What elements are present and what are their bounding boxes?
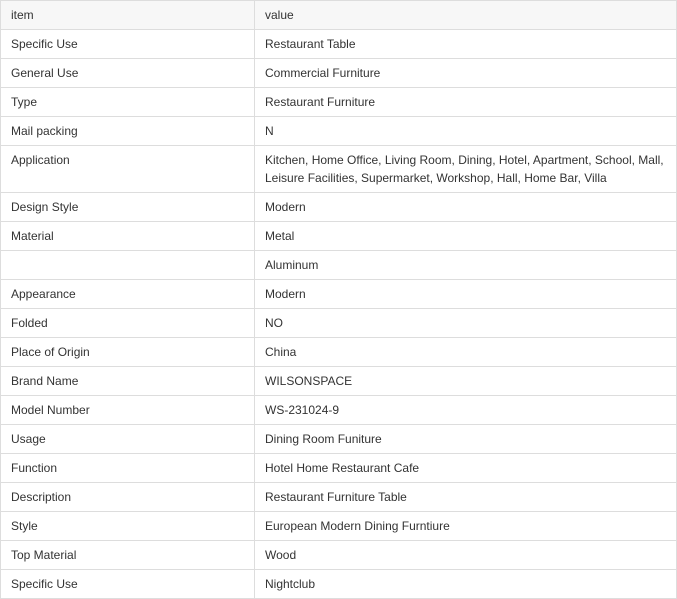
table-row: [1, 396, 677, 425]
table-row: [1, 117, 677, 146]
table-row: [1, 30, 677, 59]
item-cell: Design Style: [1, 193, 255, 222]
table-row: [1, 425, 677, 454]
value-cell: WILSONSPACE: [255, 367, 677, 396]
item-cell: Folded: [1, 309, 255, 338]
value-cell: Metal: [255, 222, 677, 251]
value-cell: Restaurant Furniture Table: [255, 483, 677, 512]
item-cell: Appearance: [1, 280, 255, 309]
item-cell: Type: [1, 88, 255, 117]
item-cell: Specific Use: [1, 570, 255, 599]
table-row: [1, 309, 677, 338]
table-row: [1, 222, 677, 251]
table-row: [1, 251, 677, 280]
item-cell: Function: [1, 454, 255, 483]
item-cell: Specific Use: [1, 30, 255, 59]
value-cell: China: [255, 338, 677, 367]
value-cell: Wood: [255, 541, 677, 570]
value-cell: European Modern Dining Furntiure: [255, 512, 677, 541]
item-cell: Mail packing: [1, 117, 255, 146]
item-cell: Place of Origin: [1, 338, 255, 367]
table-row: [1, 570, 677, 599]
item-cell: Application: [1, 146, 255, 193]
item-cell: Style: [1, 512, 255, 541]
value-cell: Modern: [255, 193, 677, 222]
table-row: [1, 88, 677, 117]
value-cell: Commercial Furniture: [255, 59, 677, 88]
header-value-cell: value: [255, 1, 677, 30]
table-row: [1, 338, 677, 367]
value-cell: Modern: [255, 280, 677, 309]
table-row: [1, 59, 677, 88]
value-cell: Nightclub: [255, 570, 677, 599]
item-cell: Usage: [1, 425, 255, 454]
value-cell: Hotel Home Restaurant Cafe: [255, 454, 677, 483]
header-item-cell: item: [1, 1, 255, 30]
table-row: [1, 193, 677, 222]
value-cell: Kitchen, Home Office, Living Room, Dining, Hotel, Apartment, School, Mall, Leisure Facilities, Supermarket, Workshop, Hall, Home Bar, Villa: [255, 146, 677, 193]
table-row: [1, 146, 677, 193]
item-cell: Model Number: [1, 396, 255, 425]
value-cell: NO: [255, 309, 677, 338]
table-header-row: [1, 1, 677, 30]
item-cell: Description: [1, 483, 255, 512]
item-cell: General Use: [1, 59, 255, 88]
table-row: [1, 280, 677, 309]
value-cell: Aluminum: [255, 251, 677, 280]
item-cell: [1, 251, 255, 280]
value-cell: N: [255, 117, 677, 146]
table-row: [1, 483, 677, 512]
table-row: [1, 367, 677, 396]
value-cell: Restaurant Table: [255, 30, 677, 59]
value-cell: Restaurant Furniture: [255, 88, 677, 117]
item-cell: Material: [1, 222, 255, 251]
item-cell: Top Material: [1, 541, 255, 570]
item-cell: Brand Name: [1, 367, 255, 396]
table-row: [1, 541, 677, 570]
table-row: [1, 512, 677, 541]
value-cell: Dining Room Funiture: [255, 425, 677, 454]
table-row: [1, 454, 677, 483]
value-cell: WS-231024-9: [255, 396, 677, 425]
